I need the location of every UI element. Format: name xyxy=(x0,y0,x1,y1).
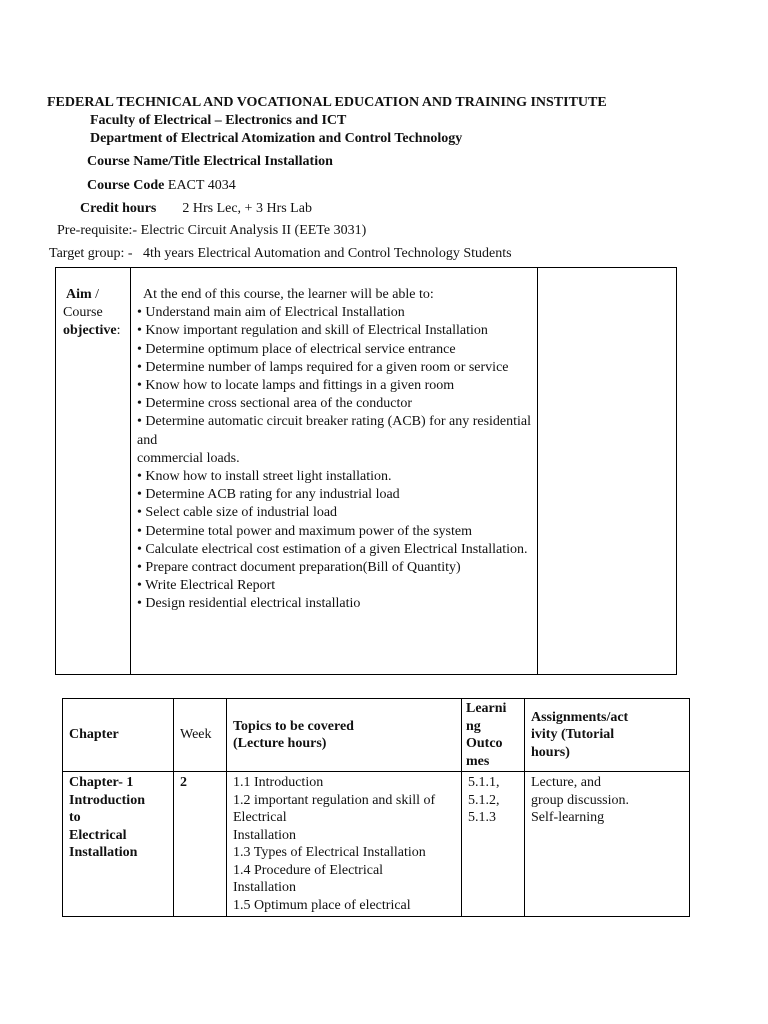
objectives-label: Aim / Course objective: xyxy=(63,287,121,338)
header-chapter: Chapter xyxy=(63,699,174,772)
row-outcomes: 5.1.1, 5.1.2, 5.1.3 xyxy=(462,772,525,917)
table-row xyxy=(63,772,690,917)
objective-item: • Know important regulation and skill of Electrical Installation xyxy=(137,323,488,339)
faculty-title: Faculty of Electrical – Electronics and ICT xyxy=(90,113,347,128)
objectives-divider xyxy=(537,268,538,674)
objective-item: • Determine optimum place of electrical service entrance xyxy=(137,341,456,357)
objectives-table xyxy=(55,267,677,675)
header-outcomes: Learni ng Outco mes xyxy=(462,699,525,772)
row-chapter: Chapter- 1 Introduction to Electrical Installation xyxy=(63,772,174,917)
table-header-row xyxy=(63,699,690,772)
institute-title: FEDERAL TECHNICAL AND VOCATIONAL EDUCATION AND TRAINING INSTITUTE xyxy=(47,95,607,110)
objective-item: • Determine number of lamps required for a given room or service xyxy=(137,359,509,375)
prerequisite: Pre-requisite:- Electric Circuit Analysis II (EETe 3031) xyxy=(57,223,367,238)
objective-item: • Determine total power and maximum power of the system xyxy=(137,523,472,539)
course-code: Course Code EACT 4034 xyxy=(87,178,236,193)
course-schedule-table xyxy=(62,698,690,917)
objective-item: commercial loads. xyxy=(137,450,240,466)
objective-item: • Calculate electrical cost estimation of a given Electrical Installation. xyxy=(137,541,528,557)
objective-item: • Select cable size of industrial load xyxy=(137,505,338,521)
objectives-intro: At the end of this course, the learner will be able to: xyxy=(143,287,434,302)
objective-item: • Determine ACB rating for any industrial load xyxy=(137,487,400,503)
objective-item: • Write Electrical Report xyxy=(137,578,276,594)
objective-item: • Prepare contract document preparation(Bill of Quantity) xyxy=(137,560,461,576)
credit-hours: Credit hours 2 Hrs Lec, + 3 Hrs Lab xyxy=(80,201,312,216)
header-topics: Topics to be covered (Lecture hours) xyxy=(227,699,462,772)
row-assignments: Lecture, and group discussion. Self-learning xyxy=(525,772,690,917)
objectives-list xyxy=(137,286,532,614)
objective-item: • Determine automatic circuit breaker rating (ACB) for any residential and xyxy=(137,414,532,448)
objectives-label-cell xyxy=(56,268,131,674)
department-title: Department of Electrical Atomization and Control Technology xyxy=(90,131,463,146)
objective-item: • Determine cross sectional area of the conductor xyxy=(137,396,413,412)
row-week: 2 xyxy=(174,772,227,917)
objective-item: • Know how to locate lamps and fittings in a given room xyxy=(137,378,455,394)
header-week: Week xyxy=(174,699,227,772)
objective-item: • Know how to install street light installation. xyxy=(137,469,392,485)
header-assignments: Assignments/act ivity (Tutorial hours) xyxy=(525,699,690,772)
course-name: Course Name/Title Electrical Installation xyxy=(87,154,333,169)
objective-item: • Understand main aim of Electrical Installation xyxy=(137,305,405,321)
target-group: Target group: - 4th years Electrical Automation and Control Technology Students xyxy=(49,246,512,261)
row-topics: 1.1 Introduction 1.2 important regulation and skill of Electrical Installation 1.3 Types of Electrical Installation 1.4 Procedure of Electrical Installation 1.5 Optimum place of electrical xyxy=(227,772,462,917)
objective-item: • Design residential electrical installatio xyxy=(137,596,361,612)
